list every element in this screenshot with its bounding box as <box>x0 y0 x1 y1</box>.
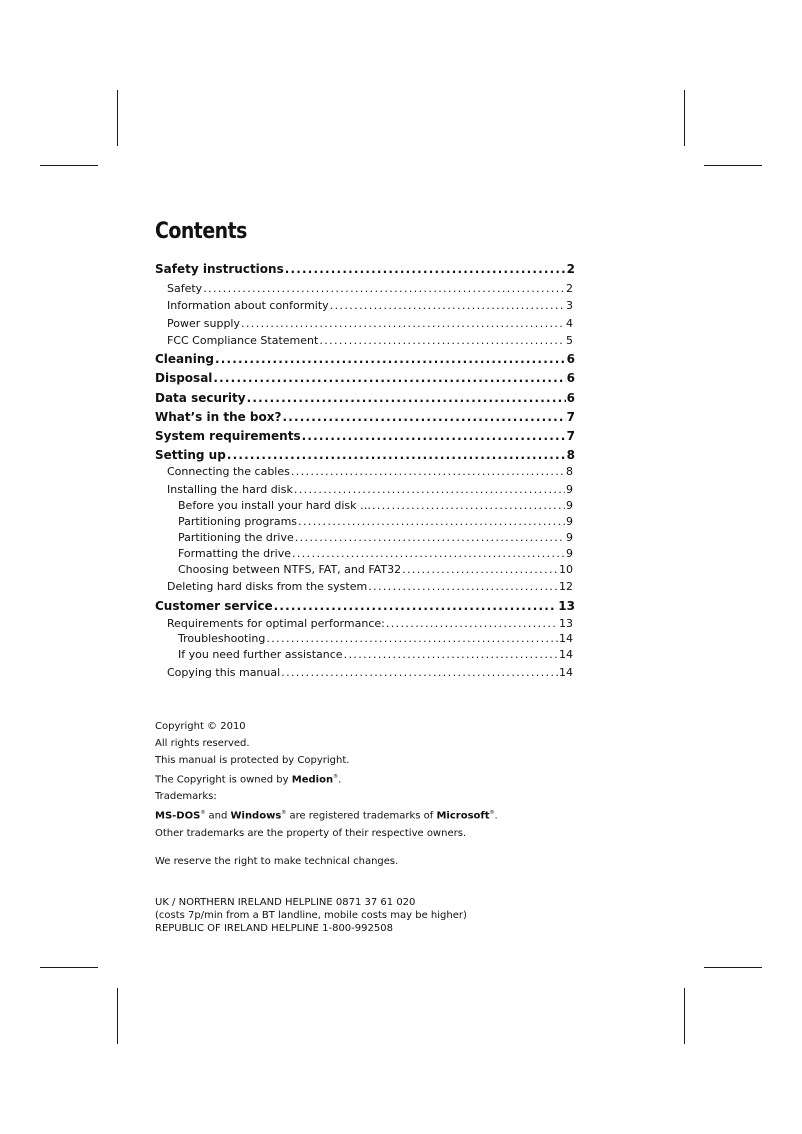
toc-entry[interactable] <box>178 531 573 547</box>
crop-mark-bottom-right-vertical <box>684 988 685 1044</box>
toc-entry-label: Partitioning programs <box>178 515 298 528</box>
toc-entry[interactable] <box>167 317 573 333</box>
toc-entry-page-number: 6 <box>566 352 575 366</box>
toc-leader-dots <box>266 632 558 645</box>
owner-line <box>155 769 575 788</box>
toc-entry-label: Partitioning the drive <box>178 531 294 544</box>
toc-entry[interactable] <box>167 580 573 596</box>
toc-entry-page-number: 12 <box>559 580 573 593</box>
toc-entry-label: Requirements for optimal performance: <box>167 617 385 630</box>
toc-entry[interactable] <box>167 465 573 481</box>
toc-entry[interactable] <box>155 410 575 426</box>
toc-entry-label: What’s in the box? <box>155 410 282 424</box>
toc-entry-page-number: 14 <box>559 648 573 661</box>
toc-entry[interactable] <box>167 666 573 682</box>
toc-entry[interactable] <box>178 499 573 515</box>
trademarks-label: Trademarks: <box>155 791 217 803</box>
toc-entry-label: Customer service <box>155 599 273 613</box>
toc-leader-dots <box>241 317 565 330</box>
toc-entry[interactable] <box>167 299 573 315</box>
toc-entry[interactable] <box>167 334 573 350</box>
copyright-block <box>155 718 575 842</box>
toc-entry-page-number: 7 <box>566 429 575 443</box>
toc-leader-dots <box>344 648 558 661</box>
toc-leader-dots <box>330 299 565 312</box>
toc-entry[interactable] <box>155 262 575 278</box>
toc-entry-label: Safety instructions <box>155 262 284 276</box>
toc-entry[interactable] <box>155 371 575 387</box>
toc-leader-dots <box>282 410 565 424</box>
trademarks-line <box>155 805 575 824</box>
toc-entry-page-number: 9 <box>566 531 573 544</box>
toc-leader-dots <box>227 448 566 462</box>
toc-entry[interactable] <box>178 632 573 648</box>
toc-entry[interactable] <box>178 648 573 664</box>
toc-entry-label: If you need further assistance <box>178 648 343 661</box>
technical-changes-notice: We reserve the right to make technical changes. <box>155 856 399 867</box>
crop-mark-bottom-left-horizontal <box>40 967 98 968</box>
toc-entry[interactable] <box>155 599 575 615</box>
toc-leader-dots <box>247 391 566 405</box>
toc-entry-label: Troubleshooting <box>178 632 266 645</box>
toc-entry-page-number: 9 <box>566 515 573 528</box>
toc-leader-dots <box>203 282 565 295</box>
crop-mark-top-right-vertical <box>684 90 685 146</box>
toc-leader-dots <box>368 580 558 593</box>
toc-entry-page-number: 3 <box>566 299 573 312</box>
trademark-windows: Windows <box>230 810 282 822</box>
crop-mark-bottom-right-horizontal <box>704 967 762 968</box>
toc-leader-dots <box>294 483 565 496</box>
toc-entry-page-number: 10 <box>559 563 573 576</box>
toc-entry-label: Safety <box>167 282 203 295</box>
toc-entry[interactable] <box>178 515 573 531</box>
toc-entry-page-number: 4 <box>566 317 573 330</box>
toc-entry[interactable] <box>178 547 573 563</box>
uk-helpline: UK / NORTHERN IRELAND HELPLINE 0871 37 61 020 <box>155 897 416 908</box>
toc-leader-dots <box>274 599 558 613</box>
toc-leader-dots <box>213 371 565 385</box>
crop-mark-bottom-left-vertical <box>117 988 118 1044</box>
trademark-and: and <box>205 810 231 822</box>
trademark-msdos: MS-DOS <box>155 810 201 822</box>
roi-helpline: REPUBLIC OF IRELAND HELPLINE 1-800-992508 <box>155 923 393 934</box>
toc-entry-label: Data security <box>155 391 246 405</box>
toc-entry-label: Disposal <box>155 371 213 385</box>
toc-leader-dots <box>372 499 565 512</box>
toc-entry-page-number: 8 <box>566 448 575 462</box>
toc-entry-label: Installing the hard disk <box>167 483 293 496</box>
toc-entry-label: Setting up <box>155 448 226 462</box>
trademark-microsoft: Microsoft <box>436 810 490 822</box>
toc-leader-dots <box>402 563 558 576</box>
toc-entry[interactable] <box>155 391 575 407</box>
toc-entry-label: Formatting the drive <box>178 547 291 560</box>
crop-mark-top-left-horizontal <box>40 165 98 166</box>
toc-leader-dots <box>281 666 558 679</box>
toc-entry[interactable] <box>155 448 575 464</box>
microsoft-reg-mark: ® <box>489 810 495 817</box>
owner-name: Medion <box>291 774 334 786</box>
owner-reg-mark: ® <box>333 774 339 780</box>
toc-leader-dots <box>295 531 565 544</box>
other-trademarks-line: Other trademarks are the property of their respective owners. <box>155 827 467 839</box>
toc-leader-dots <box>298 515 565 528</box>
toc-entry[interactable] <box>178 563 573 579</box>
toc-entry-label: Cleaning <box>155 352 214 366</box>
toc-entry-page-number: 13 <box>559 617 573 630</box>
toc-entry-label: Information about conformity <box>167 299 329 312</box>
toc-entry-label: Power supply <box>167 317 240 330</box>
toc-entry-page-number: 8 <box>566 465 573 478</box>
toc-leader-dots <box>292 547 565 560</box>
toc-entry[interactable] <box>155 429 575 445</box>
toc-entry[interactable] <box>167 617 573 633</box>
owner-prefix: The Copyright is owned by <box>155 774 292 786</box>
protected-line: This manual is protected by Copyright. <box>155 755 350 766</box>
msdos-reg-mark: ® <box>200 810 206 817</box>
toc-entry-page-number: 14 <box>559 632 573 645</box>
helpline-costs: (costs 7p/min from a BT landline, mobile costs may be higher) <box>155 910 467 921</box>
crop-mark-top-right-horizontal <box>704 165 762 166</box>
toc-entry-page-number: 9 <box>566 547 573 560</box>
crop-mark-top-left-vertical <box>117 90 118 146</box>
toc-entry-page-number: 7 <box>566 410 575 424</box>
rights-line: All rights reserved. <box>155 738 250 749</box>
page-title: Contents <box>155 219 247 244</box>
toc-entry-page-number: 5 <box>566 334 573 347</box>
toc-entry-label: Choosing between NTFS, FAT, and FAT32 <box>178 563 402 576</box>
helpline-block <box>155 896 467 935</box>
trademark-period: . <box>494 810 498 822</box>
toc-entry-label: Deleting hard disks from the system <box>167 580 368 593</box>
toc-entry[interactable] <box>155 352 575 368</box>
toc-entry-label: Before you install your hard disk … <box>178 499 371 512</box>
toc-entry-label: FCC Compliance Statement <box>167 334 319 347</box>
toc-entry-page-number: 9 <box>566 499 573 512</box>
copyright-line: Copyright © 2010 <box>155 721 246 732</box>
toc-leader-dots <box>291 465 565 478</box>
toc-entry-page-number: 2 <box>566 282 573 295</box>
toc-leader-dots <box>215 352 566 366</box>
toc-entry-page-number: 9 <box>566 483 573 496</box>
toc-leader-dots <box>302 429 566 443</box>
toc-entry[interactable] <box>167 483 573 499</box>
toc-entry-page-number: 6 <box>566 391 575 405</box>
toc-entry-page-number: 2 <box>566 262 575 276</box>
toc-entry-label: Copying this manual <box>167 666 281 679</box>
toc-entry-label: Connecting the cables <box>167 465 290 478</box>
windows-reg-mark: ® <box>281 810 287 817</box>
toc-leader-dots <box>285 262 566 276</box>
toc-entry-page-number: 14 <box>559 666 573 679</box>
trademark-registered-text: are registered trademarks of <box>286 810 437 822</box>
toc-entry[interactable] <box>167 282 573 298</box>
toc-leader-dots <box>386 617 558 630</box>
toc-leader-dots <box>319 334 565 347</box>
toc-entry-page-number: 6 <box>566 371 575 385</box>
owner-period: . <box>338 774 342 786</box>
toc-entry-page-number: 13 <box>558 599 575 613</box>
toc-entry-label: System requirements <box>155 429 301 443</box>
